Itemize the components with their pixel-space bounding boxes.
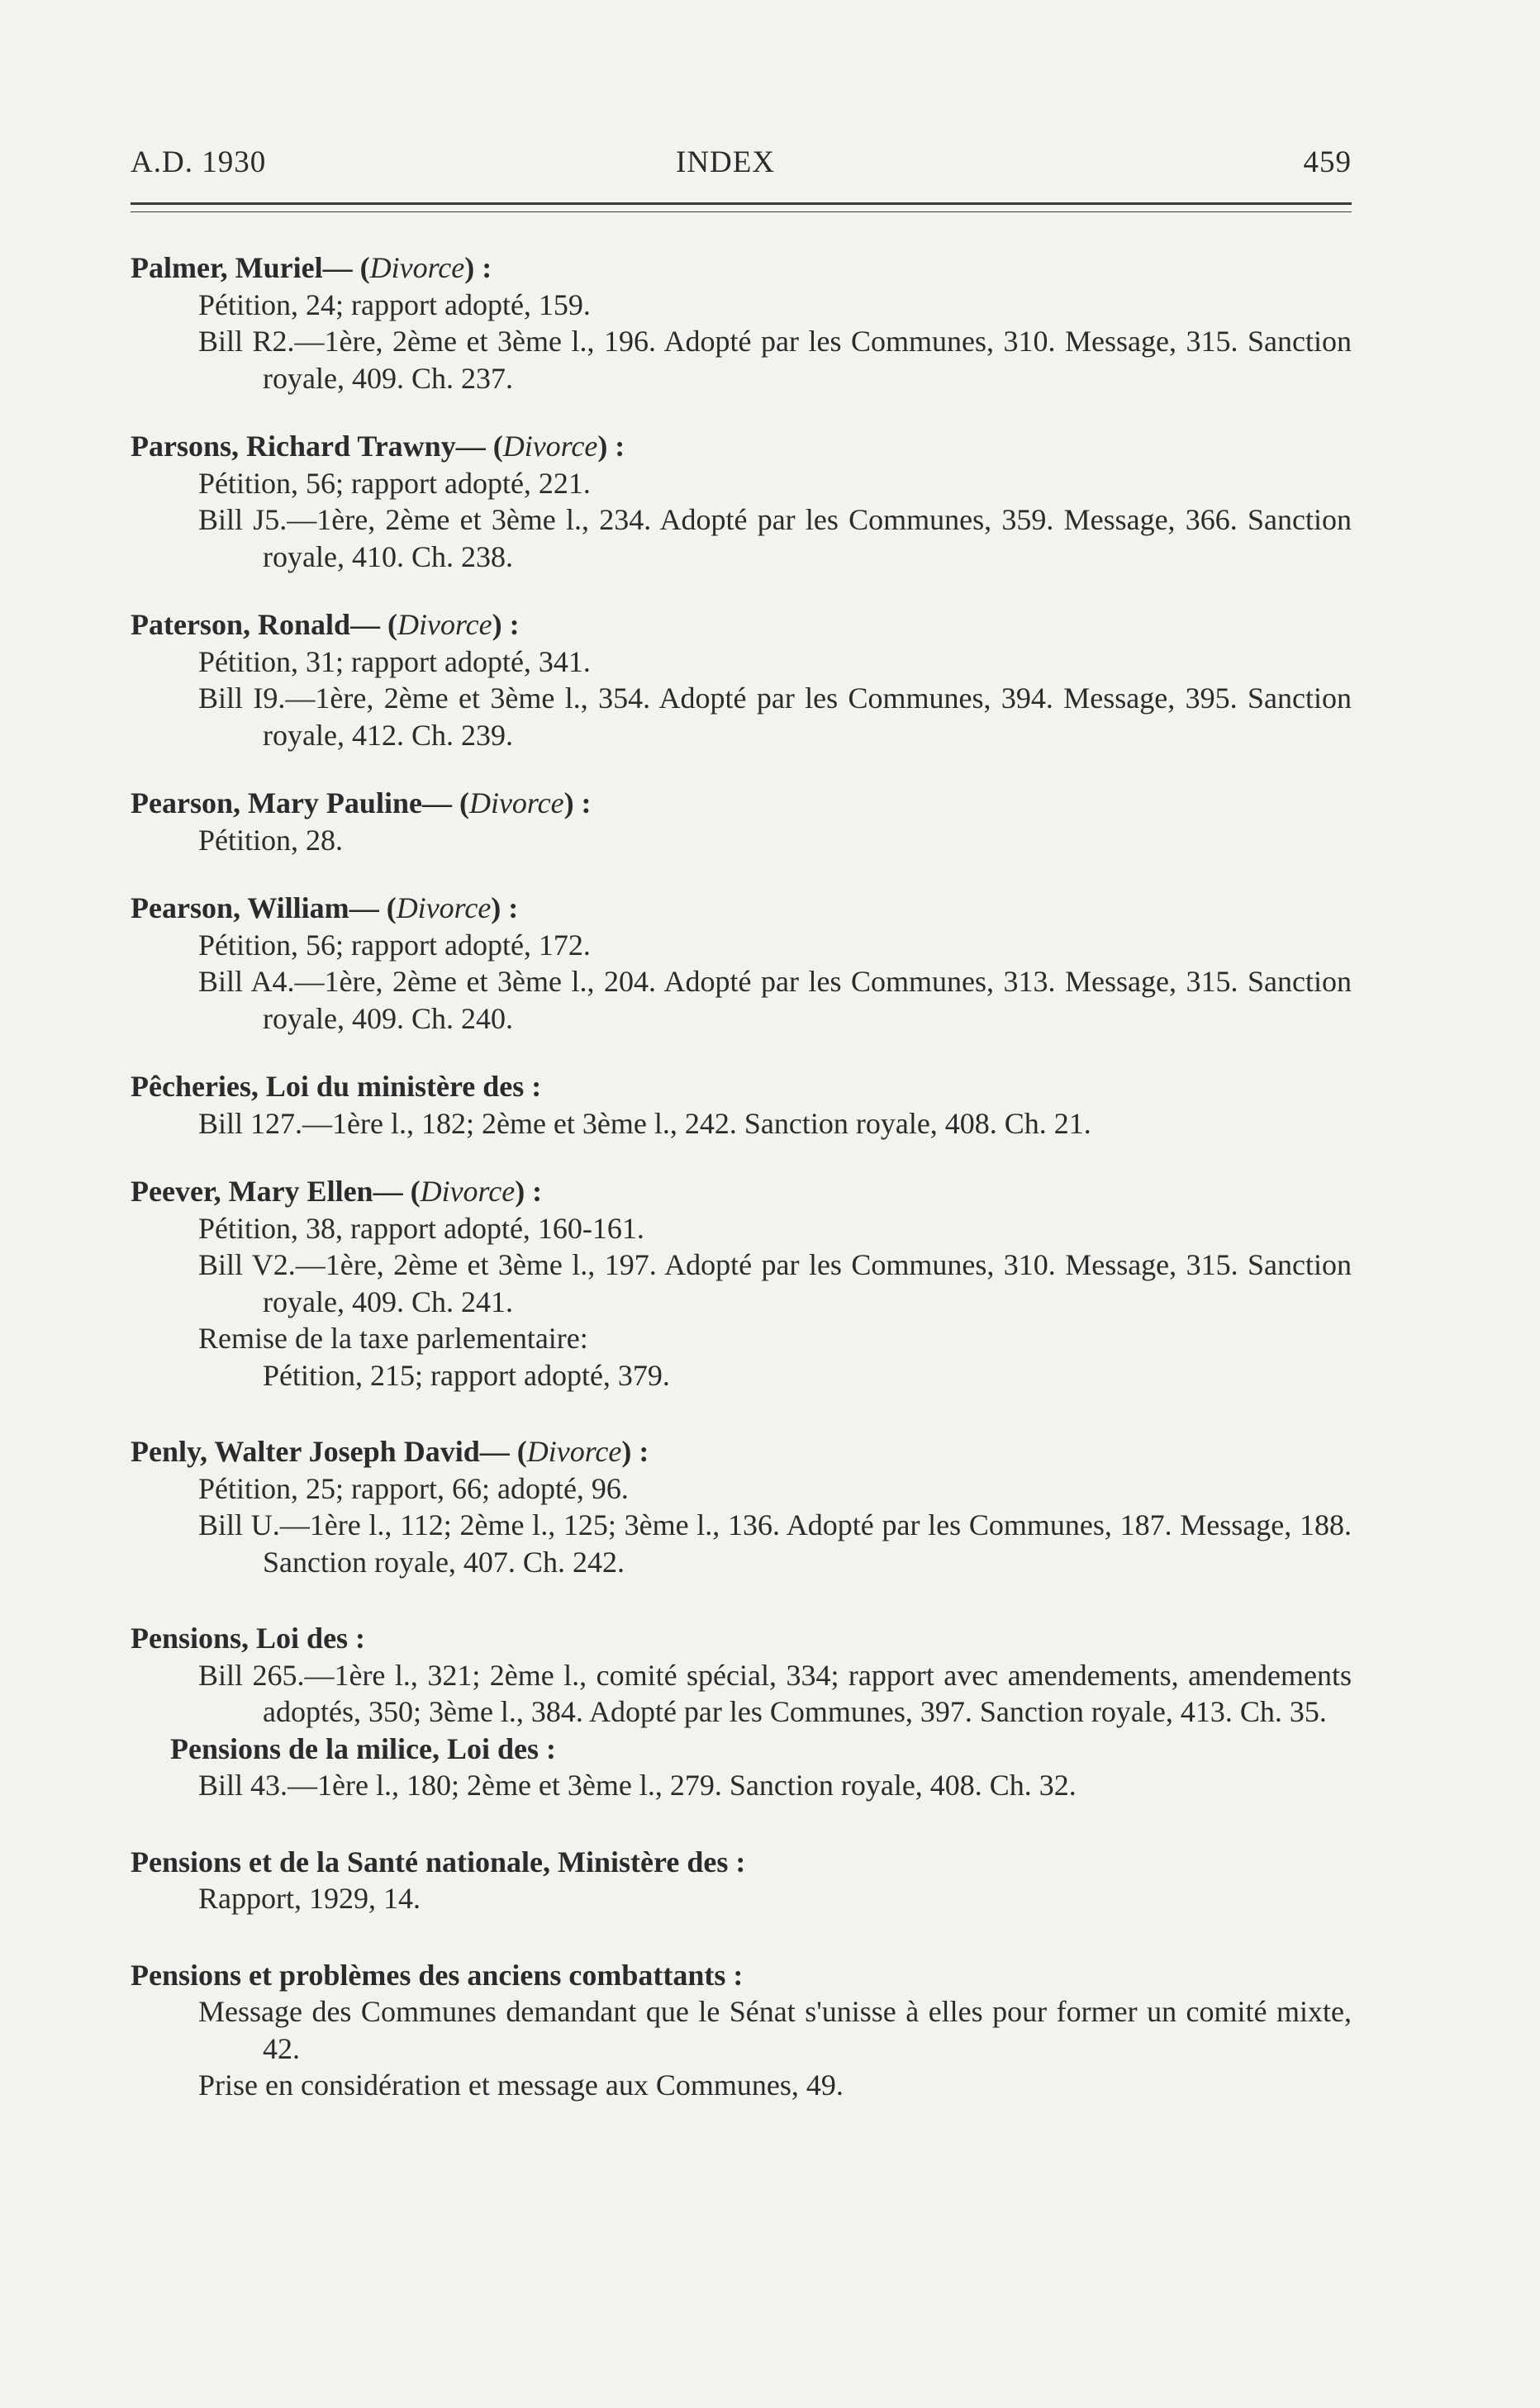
index-entry <box>131 606 1352 753</box>
index-entry <box>131 785 1352 858</box>
entry-heading: Paterson, Ronald— (Divorce) : <box>131 608 520 641</box>
entry-heading <box>131 1620 1352 1657</box>
entry-heading: Parsons, Richard Trawny— (Divorce) : <box>131 430 625 463</box>
header-title: INDEX <box>676 145 776 179</box>
header-rule-thin <box>131 211 1352 212</box>
index-entry <box>131 1620 1352 1804</box>
entry-line: Bill A4.—1ère, 2ème et 3ème l., 204. Adopté par les Communes, 313. Message, 315. Sanction royale, 409. Ch. 240. <box>198 965 1352 1035</box>
entry-line: Pétition, 24; rapport adopté, 159. <box>198 287 591 321</box>
entry-name: Pearson, Mary Pauline <box>131 786 422 819</box>
index-entry <box>131 890 1352 1037</box>
entry-name: Pensions et de la Santé nationale, Ministère des : <box>131 1845 746 1878</box>
index-entry <box>131 1068 1352 1142</box>
entry-heading <box>131 1957 1352 1994</box>
entry-heading: Penly, Walter Joseph David— (Divorce) : <box>131 1435 649 1468</box>
entry-name: Pensions, Loi des : <box>131 1622 366 1655</box>
entry-subheading: Pensions de la milice, Loi des : <box>170 1731 556 1765</box>
entry-line: Pétition, 56; rapport adopté, 221. <box>198 466 591 500</box>
entry-name: Peever, Mary Ellen <box>131 1175 373 1208</box>
entry-name: Parsons, Richard Trawny <box>131 430 456 463</box>
entry-line: Pétition, 31; rapport adopté, 341. <box>198 644 591 678</box>
entry-line: Bill R2.—1ère, 2ème et 3ème l., 196. Adopté par les Communes, 310. Message, 315. Sanction royale, 409. Ch. 237. <box>198 325 1352 395</box>
entry-line: Bill I9.—1ère, 2ème et 3ème l., 354. Adopté par les Communes, 394. Message, 395. Sanction royale, 412. Ch. 239. <box>198 682 1352 752</box>
entry-line: Pétition, 28. <box>198 823 344 857</box>
entry-line: Bill 127.—1ère l., 182; 2ème et 3ème l., 242. Sanction royale, 408. Ch. 21. <box>198 1106 1091 1140</box>
entry-line: Prise en considération et message aux Communes, 49. <box>198 2068 844 2102</box>
page-number: 459 <box>1303 145 1352 179</box>
entry-line: Message des Communes demandant que le Sénat s'unisse à elles pour former un comité mixte, 42. <box>198 1995 1352 2065</box>
entry-heading: Pearson, Mary Pauline— (Divorce) : <box>131 786 592 819</box>
entry-heading <box>131 1068 1352 1105</box>
entry-line: Bill V2.—1ère, 2ème et 3ème l., 197. Adopté par les Communes, 310. Message, 315. Sanction royale, 409. Ch. 241. <box>198 1248 1352 1318</box>
entry-heading: Palmer, Muriel— (Divorce) : <box>131 251 492 284</box>
entry-line: Bill U.—1ère l., 112; 2ème l., 125; 3ème l., 136. Adopté par les Communes, 187. Message, 188. Sanction royale, 407. Ch. 242. <box>198 1508 1352 1579</box>
index-entry <box>131 1173 1352 1394</box>
entry-line: Remise de la taxe parlementaire: <box>198 1322 588 1355</box>
index-entry <box>131 1844 1352 1917</box>
entry-name: Pensions et problèmes des anciens combattants : <box>131 1958 744 1992</box>
entry-line: Bill 265.—1ère l., 321; 2ème l., comité spécial, 334; rapport avec amendements, amendements adoptés, 350; 3ème l., 384. Adopté par les Communes, 397. Sanction royale, 413. Ch. 35. <box>198 1658 1352 1728</box>
index-entry <box>131 428 1352 575</box>
page-header <box>131 145 1352 186</box>
entry-line: Rapport, 1929, 14. <box>198 1882 421 1915</box>
index-entry <box>131 1957 1352 2104</box>
entry-heading: Peever, Mary Ellen— (Divorce) : <box>131 1175 543 1208</box>
entry-name: Pêcheries, Loi du ministère des : <box>131 1070 542 1103</box>
index-entry <box>131 1433 1352 1580</box>
header-year: A.D. 1930 <box>131 145 267 179</box>
entry-name: Penly, Walter Joseph David <box>131 1435 480 1468</box>
index-content <box>131 249 1352 2135</box>
entry-line: Pétition, 56; rapport adopté, 172. <box>198 928 591 962</box>
index-entry <box>131 249 1352 397</box>
entry-name: Pearson, William <box>131 891 349 924</box>
header-rule-thick <box>131 202 1352 205</box>
entry-line: Bill 43.—1ère l., 180; 2ème et 3ème l., 279. Sanction royale, 408. Ch. 32. <box>198 1769 1077 1802</box>
entry-name: Paterson, Ronald <box>131 608 351 641</box>
entry-line: Pétition, 38, rapport adopté, 160-161. <box>198 1211 644 1245</box>
entry-line: Bill J5.—1ère, 2ème et 3ème l., 234. Adopté par les Communes, 359. Message, 366. Sanction royale, 410. Ch. 238. <box>198 503 1352 573</box>
entry-heading: Pearson, William— (Divorce) : <box>131 891 519 924</box>
entry-line: Pétition, 215; rapport adopté, 379. <box>263 1358 670 1392</box>
entry-heading <box>131 1844 1352 1881</box>
entry-name: Palmer, Muriel <box>131 251 323 284</box>
entry-line: Pétition, 25; rapport, 66; adopté, 96. <box>198 1471 629 1505</box>
